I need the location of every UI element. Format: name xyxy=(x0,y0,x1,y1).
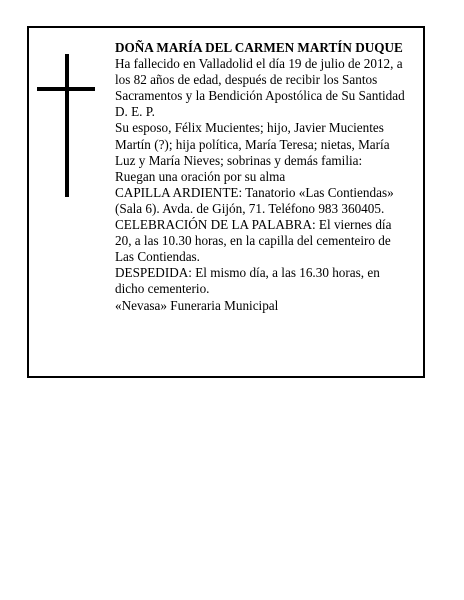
notice-text xyxy=(115,40,421,314)
family-line: Luz y María Nieves; sobrinas y demás familia: xyxy=(115,152,363,168)
farewell-line: DESPEDIDA: El mismo día, a las 16.30 horas, en xyxy=(115,265,380,281)
cross-icon xyxy=(37,54,95,197)
celebration-line: CELEBRACIÓN DE LA PALABRA: El viernes día xyxy=(115,217,392,233)
funeral-home: «Nevasa» Funeraria Municipal xyxy=(115,297,279,313)
family-line: Martín (?); hija política, María Teresa; nietas, María xyxy=(115,136,390,152)
family-line: Su esposo, Félix Mucientes; hijo, Javier Mucientes xyxy=(115,120,384,136)
death-line: Ha fallecido en Valladolid el día 19 de julio de 2012, a xyxy=(115,56,403,72)
deceased-name: DOÑA MARÍA DEL CARMEN MARTÍN DUQUE xyxy=(115,40,403,55)
chapel-line: CAPILLA ARDIENTE: Tanatorio «Las Contiendas» xyxy=(115,184,394,200)
death-line: D. E. P. xyxy=(115,104,155,120)
celebration-line: Las Contiendas. xyxy=(115,249,200,265)
cross-vertical-bar xyxy=(65,54,69,197)
family-line: Ruegan una oración por su alma xyxy=(115,168,286,184)
cross-horizontal-bar xyxy=(37,87,95,91)
farewell-line: dicho cementerio. xyxy=(115,281,210,297)
chapel-line: (Sala 6). Avda. de Gijón, 71. Teléfono 983 360405. xyxy=(115,200,385,216)
death-line: los 82 años de edad, después de recibir los Santos xyxy=(115,72,378,88)
death-line: Sacramentos y la Bendición Apostólica de Su Santidad xyxy=(115,88,405,104)
celebration-line: 20, a las 10.30 horas, en la capilla del cementeiro de xyxy=(115,233,391,249)
